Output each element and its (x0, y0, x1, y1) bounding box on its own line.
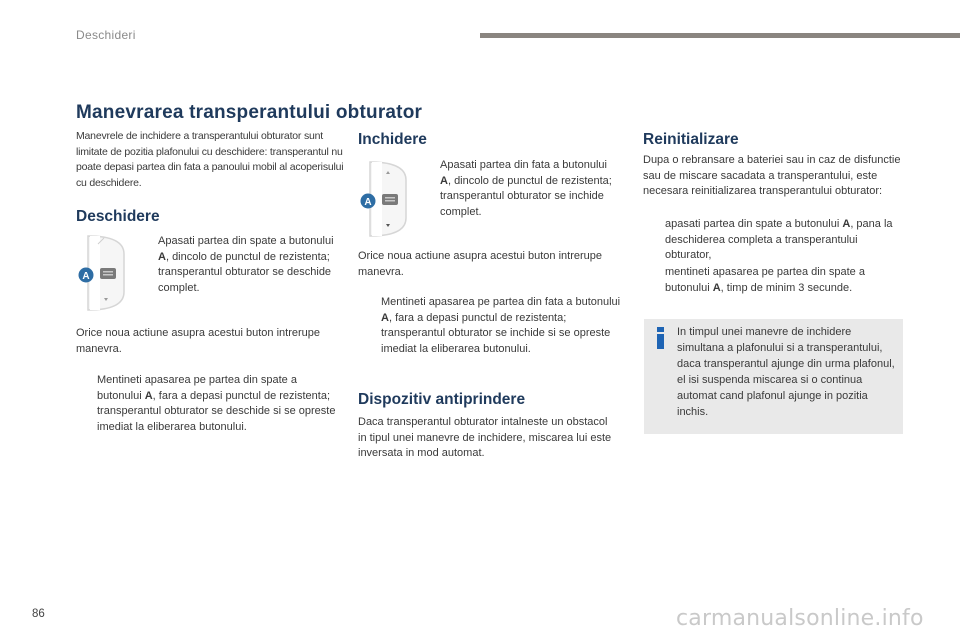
reinitializare-intro: Dupa o rebransare a bateriei sau in caz de disfunctie sau de miscare sacadata a transperantului, este necesara reinitializarea transperantului obturator: (643, 154, 901, 197)
antiprindere-text: Daca transperantul obturator intalneste un obstacol in tipul unei manevre de inchidere, miscarea lui este inversata in mod automat. (358, 416, 612, 459)
inchidere-step-1: Apasati partea din fata a butonului A, dincolo de punctul de rezistenta; transperantul obturator se inchide complet. (440, 159, 612, 218)
watermark: carmanualsonline.info (676, 606, 924, 631)
page-number: 86 (32, 608, 45, 620)
switch-a-badge: A (82, 271, 90, 282)
inchidere-note: Orice noua actiune asupra acestui buton intrerupe manevra. (358, 250, 602, 278)
deschidere-heading: Deschidere (76, 208, 160, 225)
intro-paragraph: Manevrele de inchidere a transperantului obturator sunt limitate de pozitia plafonului cu deschidere: transperantul nu poate depasi partea din fata a panoului mobil al acoperisului cu deschidere. (76, 130, 344, 189)
reinitializare-step-1: apasati partea din spate a butonului A, pana la deschiderea completa a transperantului obturator, (665, 218, 893, 261)
page-title: Manevrarea transperantului obturator (76, 102, 423, 123)
switch-a-badge: A (364, 197, 372, 208)
deschidere-note: Orice noua actiune asupra acestui buton intrerupe manevra. (76, 327, 320, 355)
running-header: Deschideri (76, 28, 136, 42)
header-rule (480, 33, 960, 38)
switch-diagram-close (358, 156, 412, 242)
inchidere-heading: Inchidere (358, 131, 427, 148)
info-text: In timpul unei manevre de inchidere simultana a plafonului si a transperantului, daca transperantul ajunge din urma plafonul, el isi suspenda miscarea si o continua automat cand plafonul ajunge in pozitia inchis. (677, 326, 895, 418)
deschidere-step-2: Mentineti apasarea pe partea din spate a butonului A, fara a depasi punctul de rezistenta; transperantul obturator se deschide si se opreste imediat la eliberarea butonului. (97, 374, 336, 433)
inchidere-step-2: Mentineti apasarea pe partea din fata a butonului A, fara a depasi punctul de rezistenta; transperantul obturator se inchide si se opreste imediat la eliberarea butonului. (381, 296, 621, 355)
info-icon (656, 327, 666, 349)
switch-diagram-open (76, 230, 130, 316)
info-box (644, 319, 903, 434)
antiprindere-heading: Dispozitiv antiprindere (358, 391, 526, 408)
deschidere-step-1: Apasati partea din spate a butonului A, dincolo de punctul de rezistenta; transperantul obturator se deschide complet. (158, 235, 334, 294)
reinitializare-step-2: mentineti apasarea pe partea din spate a butonului A, timp de minim 3 secunde. (665, 266, 865, 294)
reinitializare-heading: Reinitializare (643, 131, 739, 148)
